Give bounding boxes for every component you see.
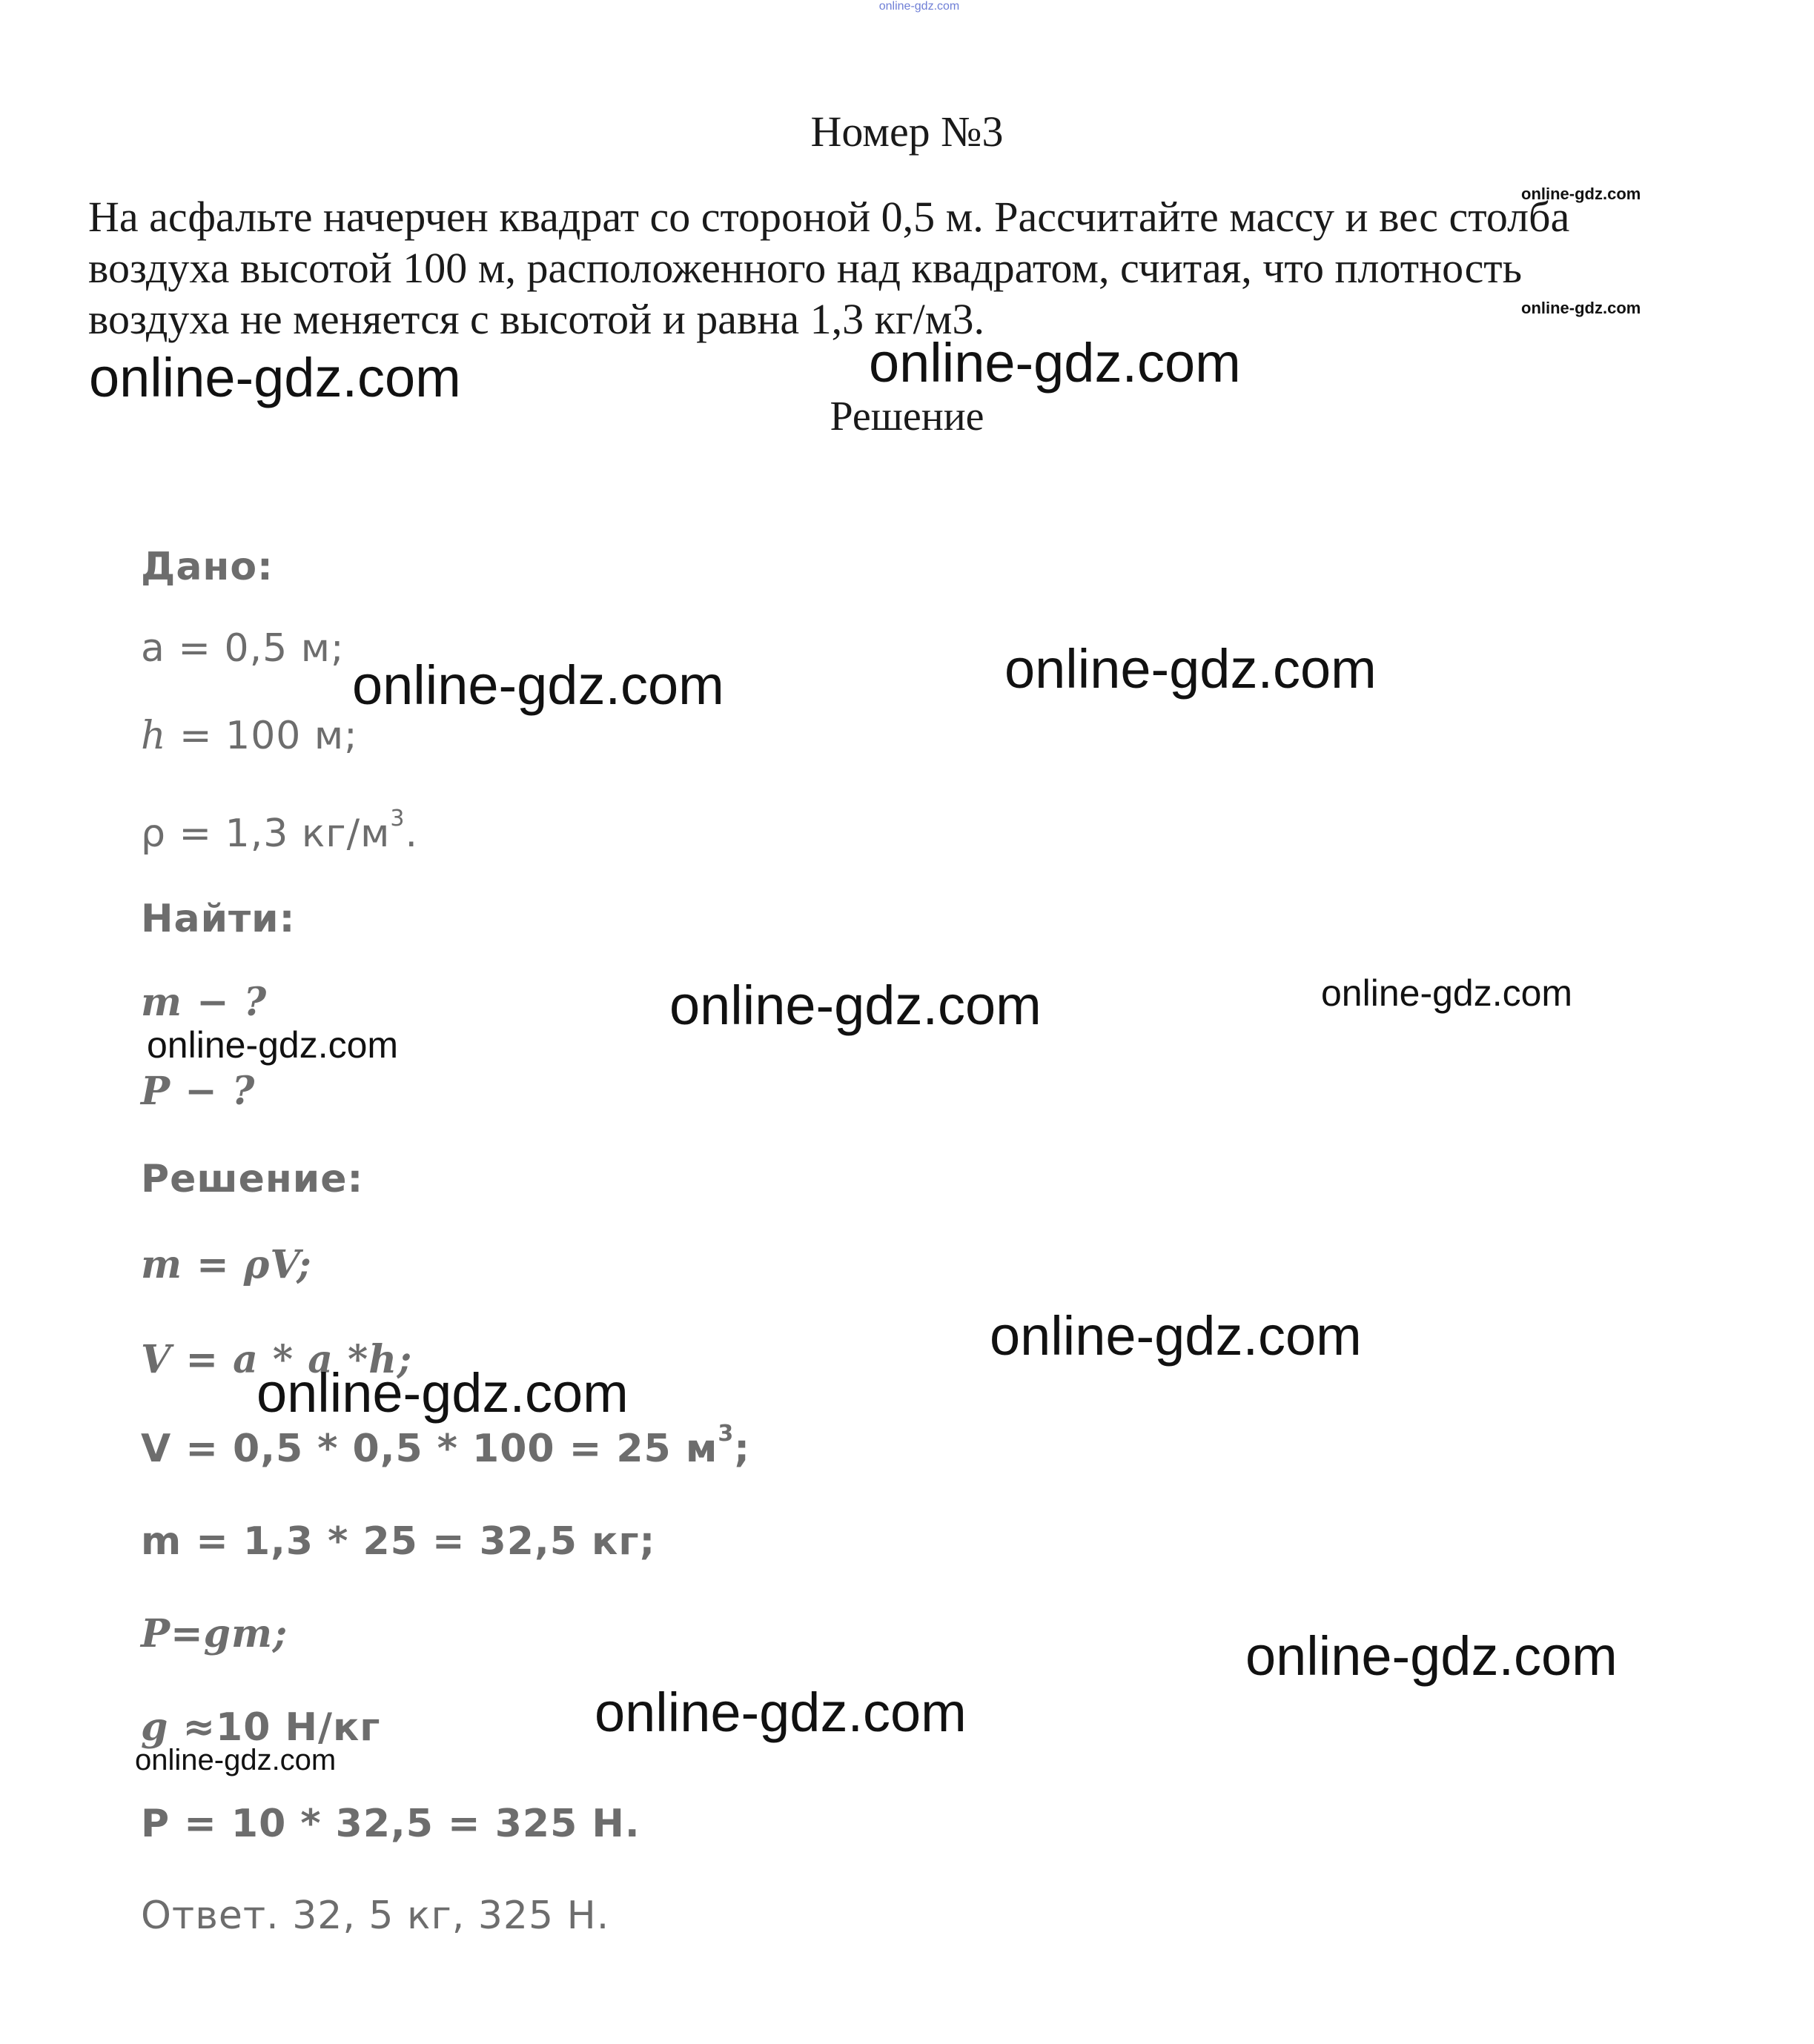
watermark: online-gdz.com [1004,638,1377,700]
equation-7: P = 10 * 32,5 = 325 Н. [141,1802,640,1846]
watermark: online-gdz.com [669,975,1042,1036]
given-h [141,710,358,762]
given-a: a = 0,5 м; [141,626,345,671]
equation-4: m = 1,3 * 25 = 32,5 кг; [141,1519,656,1564]
answer: Ответ. 32, 5 кг, 325 Н. [141,1894,610,1938]
equation-2-text: V = a * a *h; [141,1337,413,1382]
rho-end: . [405,812,418,856]
h-value: = 100 м; [166,714,358,758]
equation-3 [141,1423,750,1475]
find-m-text: m − ? [141,980,268,1025]
equation-1-text: m = ρV; [141,1242,312,1287]
g-value: ≈10 Н/кг [168,1705,381,1750]
task-line: воздуха не меняется с высотой и равна 1,3 кг/м3. [88,295,984,343]
find-label: Найти: [141,897,296,941]
task-line: воздуха высотой 100 м, расположенного над квадратом, считая, что плотность [88,244,1523,292]
watermark: online-gdz.com [1521,185,1641,203]
watermark: online-gdz.com [990,1305,1362,1367]
watermark: online-gdz.com [147,1024,399,1066]
equation-3-end: ; [734,1427,751,1471]
watermark: online-gdz.com [595,1682,967,1743]
watermark: online-gdz.com [1245,1625,1618,1687]
find-m [141,977,267,1029]
solution-heading: Решение [830,394,984,439]
given-label: Дано: [141,545,274,589]
watermark: online-gdz.com [1521,299,1641,317]
watermark: online-gdz.com [352,654,724,716]
watermark: online-gdz.com [135,1744,337,1776]
find-p [141,1066,255,1118]
equation-1 [141,1239,312,1291]
g-variable: g [141,1705,169,1750]
equation-3-exponent: 3 [718,1421,735,1447]
rho-value: ρ = 1,3 кг/м [141,812,391,856]
equation-5-text: P=gm; [141,1611,288,1656]
solution-label: Решение: [141,1157,364,1201]
given-rho [141,808,418,860]
equation-3-text: V = 0,5 * 0,5 * 100 = 25 м [141,1427,718,1471]
rho-exponent: 3 [390,806,405,832]
header-watermark: online-gdz.com [878,0,960,13]
watermark: online-gdz.com [89,347,461,408]
page-title: Номер №3 [810,107,1004,156]
watermark: online-gdz.com [869,332,1241,394]
watermark: online-gdz.com [1321,972,1573,1014]
task-line: На асфальте начерчен квадрат со стороной 0,5 м. Рассчитайте массу и вес столба [88,193,1570,241]
task-text [88,191,1719,345]
equation-5 [141,1608,288,1660]
find-p-text: P − ? [141,1069,256,1114]
watermark: online-gdz.com [256,1362,629,1424]
h-variable: h [141,714,167,758]
